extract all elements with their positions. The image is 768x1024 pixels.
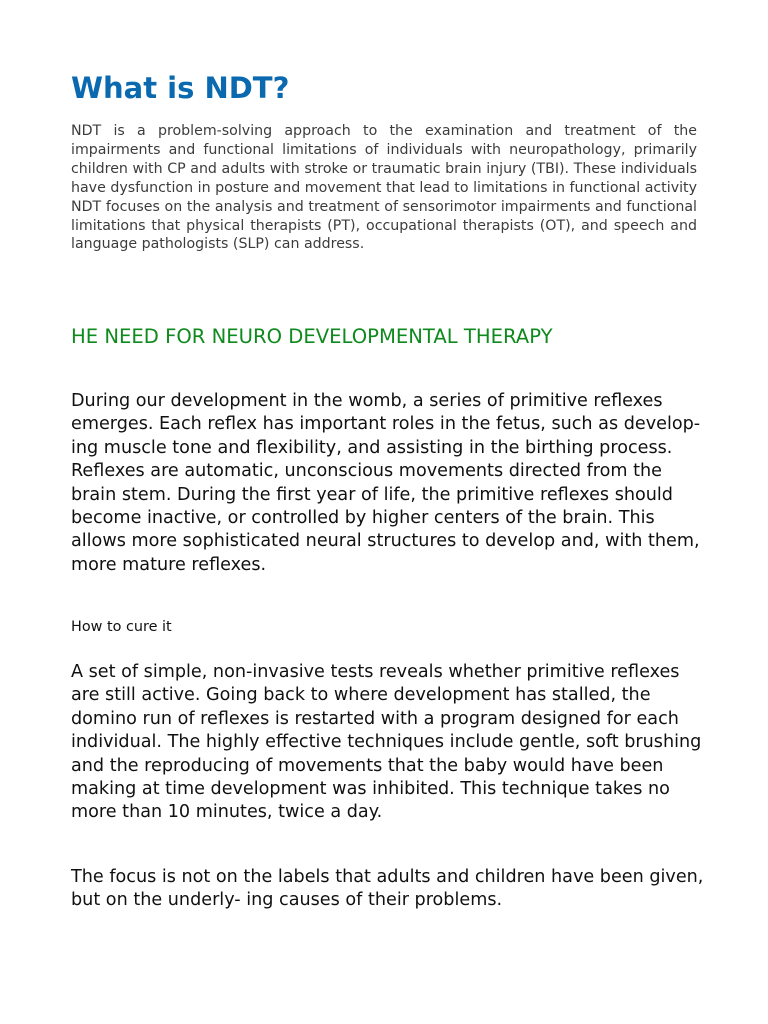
subheading-how-to-cure: How to cure it xyxy=(71,619,172,635)
page-title: What is NDT? xyxy=(71,71,290,105)
section-heading: HE NEED FOR NEURO DEVELOPMENTAL THERAPY xyxy=(71,325,553,348)
body-paragraph-focus: The focus is not on the labels that adults and children have been given, but on the underly- ing causes of their problems. xyxy=(71,867,704,911)
intro-paragraph: NDT is a problem-solving approach to the examination and treatment of the impairments and functional limitations of individuals with neuropathology, primarily children with CP and adults with stroke or traumatic brain injury (TBI). These individuals have dysfunction in posture and movement that lead to limitations in functional activity NDT focuses on the analysis and treatment of sensorimotor impairments and functional limitations that physical therapists (PT), occupational therapists (OT), and speech and language pathologists (SLP) can address. xyxy=(71,123,697,253)
body-paragraph-tests: A set of simple, non-invasive tests reveals whether primitive reflexes are still active. Going back to where development has stalled, the domino run of reflexes is restarted with a program designed for each individual. The highly effective techniques include gentle, soft brushing and the reproducing of movements that the baby would have been making at time development was inhibited. This technique takes no more than 10 minutes, twice a day. xyxy=(71,662,702,823)
body-paragraph-reflexes: During our development in the womb, a series of primitive reflexes emerges. Each reflex has important roles in the fetus, such as develop- ing muscle tone and flexibility, and assisting in the birthing process. Reflexes are automatic, unconscious movements directed from the brain stem. During the first year of life, the primitive reflexes should become inactive, or controlled by higher centers of the brain. This allows more sophisticated neural structures to develop and, with them, more mature reflexes. xyxy=(71,391,701,575)
